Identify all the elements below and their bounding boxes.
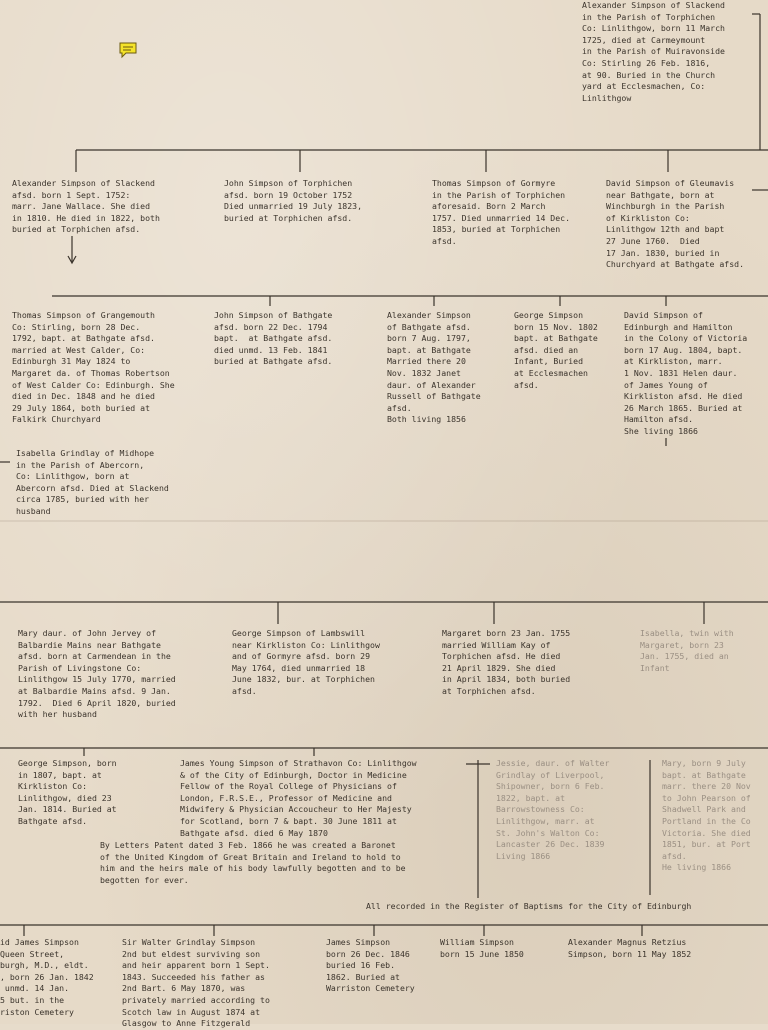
gen2-john-simpson-of-torphichen: John Simpson of Torphichen afsd. born 19 October 1752 Died unmarried 19 July 1823, buried at Torphichen afsd.	[224, 178, 363, 223]
gen2-thomas-simpson-of-gormyre: Thomas Simpson of Gormyre in the Parish of Torphichen aforesaid. Born 2 March 1757. Died unmarried 14 Dec. 1853, buried at Torphichen afsd.	[432, 178, 571, 246]
gen2-david-simpson-of-gleumavis: David Simpson of Gleumavis near Bathgate, born at Winchburgh in the Parish of Kirkliston Co: Linlithgow 12th and bapt 27 June 1760. Died 17 Jan. 1830, buried in Churchyard at Bathgate afsd.	[606, 178, 745, 270]
gen4-george-simpson-of-lambswill: George Simpson of Lambswill near Kirkliston Co: Linlithgow and of Gormyre afsd. born 29 May 1764, died unmarried 18 June 1832, bur. at Torphichen afsd.	[232, 628, 380, 696]
gen3-thomas-simpson-of-grangemouth: Thomas Simpson of Grangemouth Co: Stirling, born 28 Dec. 1792, bapt. at Bathgate afsd. married at West Calder, Co: Edinburgh 31 May 1824 to Margaret da. of Thomas Robertson of West Calder Co: Edinburgh. She died in Dec. 1848 and he died 29 July 1864, both buried at Falkirk Churchyard	[12, 310, 175, 425]
register-note: All recorded in the Register of Baptisms for the City of Edinburgh	[366, 901, 692, 911]
gen3-alexander-simpson-of-bathgate: Alexander Simpson of Bathgate afsd. born 7 Aug. 1797, bapt. at Bathgate Married there 20 Nov. 1832 Janet daur. of Alexander Russell of Bathgate afsd. Both living 1856	[387, 310, 481, 425]
baronetcy-note: By Letters Patent dated 3 Feb. 1866 he was created a Baronet of the United Kingdom of Great Britain and Ireland to hold to him and the heirs male of his body lawfully begotten and to be begotten for ever.	[100, 840, 406, 885]
gen4-mary-jervey: Mary daur. of John Jervey of Balbardie Mains near Bathgate afsd. born at Carmendean in the Parish of Livingstone Co: Linlithgow 15 July 1770, married at Balbardie Mains afsd. 9 Jan. 1792. Died 6 April 1820, buried with her husband	[18, 628, 176, 720]
gen3-john-simpson-of-bathgate: John Simpson of Bathgate afsd. born 22 Dec. 1794 bapt. at Bathgate afsd. died unmd. 13 Feb. 1841 buried at Bathgate afsd.	[214, 310, 333, 367]
gen5-jessie-grindlay: Jessie, daur. of Walter Grindlay of Liverpool, Shipowner, born 6 Feb. 1822, bapt. at Barrowstowness Co: Linlithgow, marr. at St. John's Walton Co: Lancaster 26 Dec. 1839 Living 1866	[496, 758, 610, 861]
gen6-william-simpson-1850: William Simpson born 15 June 1850	[440, 937, 524, 959]
root-entry-alexander-simpson-1725: Alexander Simpson of Slackend in the Parish of Torphichen Co: Linlithgow, born 11 March 1725, died at Carmeymount in the Parish of Muiravonside Co: Stirling 26 Feb. 1816, at 90. Buried in the Church yard at Ecclesmachen, Co: Linlithgow	[582, 0, 725, 103]
gen3-david-simpson-of-edinburgh: David Simpson of Edinburgh and Hamilton in the Colony of Victoria born 17 Aug. 1804, bapt. at Kirkliston, marr. 1 Nov. 1831 Helen daur. of James Young of Kirkliston afsd. He died 26 March 1865. Buried at Hamilton afsd. She living 1866	[624, 310, 748, 436]
gen3-george-simpson-1802: George Simpson born 15 Nov. 1802 bapt. at Bathgate afsd. died an Infant, Buried at Ecclesmachen afsd.	[514, 310, 598, 390]
gen6-david-james-simpson: id James Simpson Queen Street, burgh, M.D., eldt. , born 26 Jan. 1842 unmd. 14 Jan. 5 but. in the riston Cemetery	[0, 937, 94, 1017]
gen6-sir-walter-grindlay-simpson: Sir Walter Grindlay Simpson 2nd but eldest surviving son and heir apparent born 1 Sept. 1843. Succeeded his father as 2nd Bart. 6 May 1870, was privately married according to Scotch law in August 1874 at Glasgow to Anne Fitzgerald	[122, 937, 270, 1029]
isabella-grindlay-of-midhope: Isabella Grindlay of Midhope in the Parish of Abercorn, Co: Linlithgow, born at Abercorn afsd. Died at Slackend circa 1785, buried with her husband	[16, 448, 169, 516]
gen4-margaret-1755: Margaret born 23 Jan. 1755 married William Kay of Torphichen afsd. He died 21 April 1829. She died in April 1834, both buried at Torphichen afsd.	[442, 628, 571, 696]
gen5-james-young-simpson: James Young Simpson of Strathavon Co: Linlithgow & of the City of Edinburgh, Doctor in Medicine Fellow of the Royal College of Physicians of London, F.R.S.E., Professor of Medicine and Midwifery & Physician Accoucheur to Her Majesty for Scotland, born 7 & bapt. 30 June 1811 at Bathgate afsd. died 6 May 1870	[180, 758, 417, 838]
gen6-james-simpson-1846: James Simpson born 26 Dec. 1846 buried 16 Feb. 1862. Buried at Warriston Cemetery	[326, 937, 415, 994]
gen5-george-simpson-1807: George Simpson, born in 1807, bapt. at Kirkliston Co: Linlithgow, died 23 Jan. 1814. Buried at Bathgate afsd.	[18, 758, 117, 826]
gen2-alexander-simpson-of-slackend: Alexander Simpson of Slackend afsd. born 1 Sept. 1752: marr. Jane Wallace. She died in 1810. He died in 1822, both buried at Torphichen afsd.	[12, 178, 160, 235]
gen4-isabella-twin: Isabella, twin with Margaret, born 23 Jan. 1755, died an Infant	[640, 628, 734, 673]
gen5-mary-pearson: Mary, born 9 July bapt. at Bathgate marr. there 20 Nov to John Pearson of Shadwell Park and Portland in the Co Victoria. She died 1851, bur. at Port afsd. He living 1866	[662, 758, 751, 873]
comment-note-icon[interactable]	[118, 41, 138, 59]
gen6-alexander-magnus-retzius-simpson: Alexander Magnus Retzius Simpson, born 11 May 1852	[568, 937, 692, 959]
